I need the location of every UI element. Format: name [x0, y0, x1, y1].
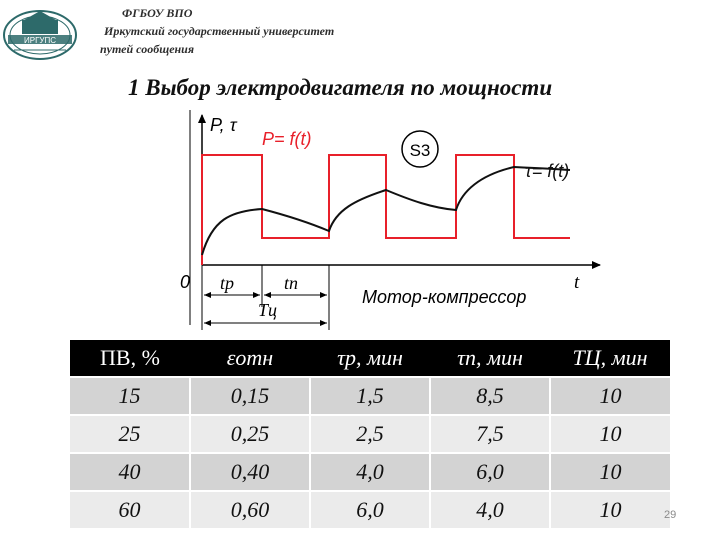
header-tau-p: τр, мин [310, 340, 430, 377]
table-cell: 10 [550, 415, 670, 453]
duty-cycle-table [70, 340, 670, 528]
table-cell: 60 [70, 491, 190, 528]
header-pv: ПВ, % [70, 340, 190, 377]
table-cell: 0,15 [190, 377, 310, 415]
table-cell: 1,5 [310, 377, 430, 415]
x-axis-label: t [574, 272, 580, 293]
table-cell: 4,0 [430, 491, 550, 528]
y-axis-label: P, τ [210, 115, 237, 135]
university-logo [0, 2, 95, 64]
table-cell: 0,25 [190, 415, 310, 453]
diagram-caption: Мотор-компрессор [362, 287, 527, 307]
table-header-row [70, 340, 670, 377]
table-cell: 0,40 [190, 453, 310, 491]
table-row [70, 491, 670, 528]
tp-label: tр [220, 273, 235, 293]
table-cell: 2,5 [310, 415, 430, 453]
header-t-cycle: TЦ, мин [550, 340, 670, 377]
page-number: 29 [664, 509, 677, 521]
power-curve-label: P= f(t) [262, 129, 312, 149]
table-cell: 25 [70, 415, 190, 453]
origin-label: 0 [180, 272, 191, 292]
slide-title: 1 Выбор электродвигателя по мощности [128, 75, 553, 100]
table-cell: 8,5 [430, 377, 550, 415]
table-cell: 40 [70, 453, 190, 491]
cycle-label: Tц [258, 300, 278, 320]
org-line-1: ФГБОУ ВПО [122, 6, 193, 20]
table-cell: 10 [550, 491, 670, 528]
duty-cycle-diagram [170, 105, 620, 340]
org-line-2: Иркутский государственный университет [104, 24, 335, 38]
table-cell: 15 [70, 377, 190, 415]
table-cell: 0,60 [190, 491, 310, 528]
table-cell: 10 [550, 377, 670, 415]
header-tau-n: τп, мин [430, 340, 550, 377]
table-cell: 6,0 [310, 491, 430, 528]
org-line-3: путей сообщения [100, 42, 195, 56]
table-cell: 10 [550, 453, 670, 491]
table-row [70, 415, 670, 453]
tn-label: tп [284, 273, 299, 293]
table-cell: 7,5 [430, 415, 550, 453]
organization-header [100, 4, 334, 58]
table-cell: 4,0 [310, 453, 430, 491]
temperature-curve-label: τ= f(t) [525, 161, 570, 181]
header-eps: εотн [190, 340, 310, 377]
table-row [70, 453, 670, 491]
logo-text: ИРГУПС [23, 36, 57, 45]
table-cell: 6,0 [430, 453, 550, 491]
mode-label: S3 [409, 141, 431, 160]
table-row [70, 377, 670, 415]
